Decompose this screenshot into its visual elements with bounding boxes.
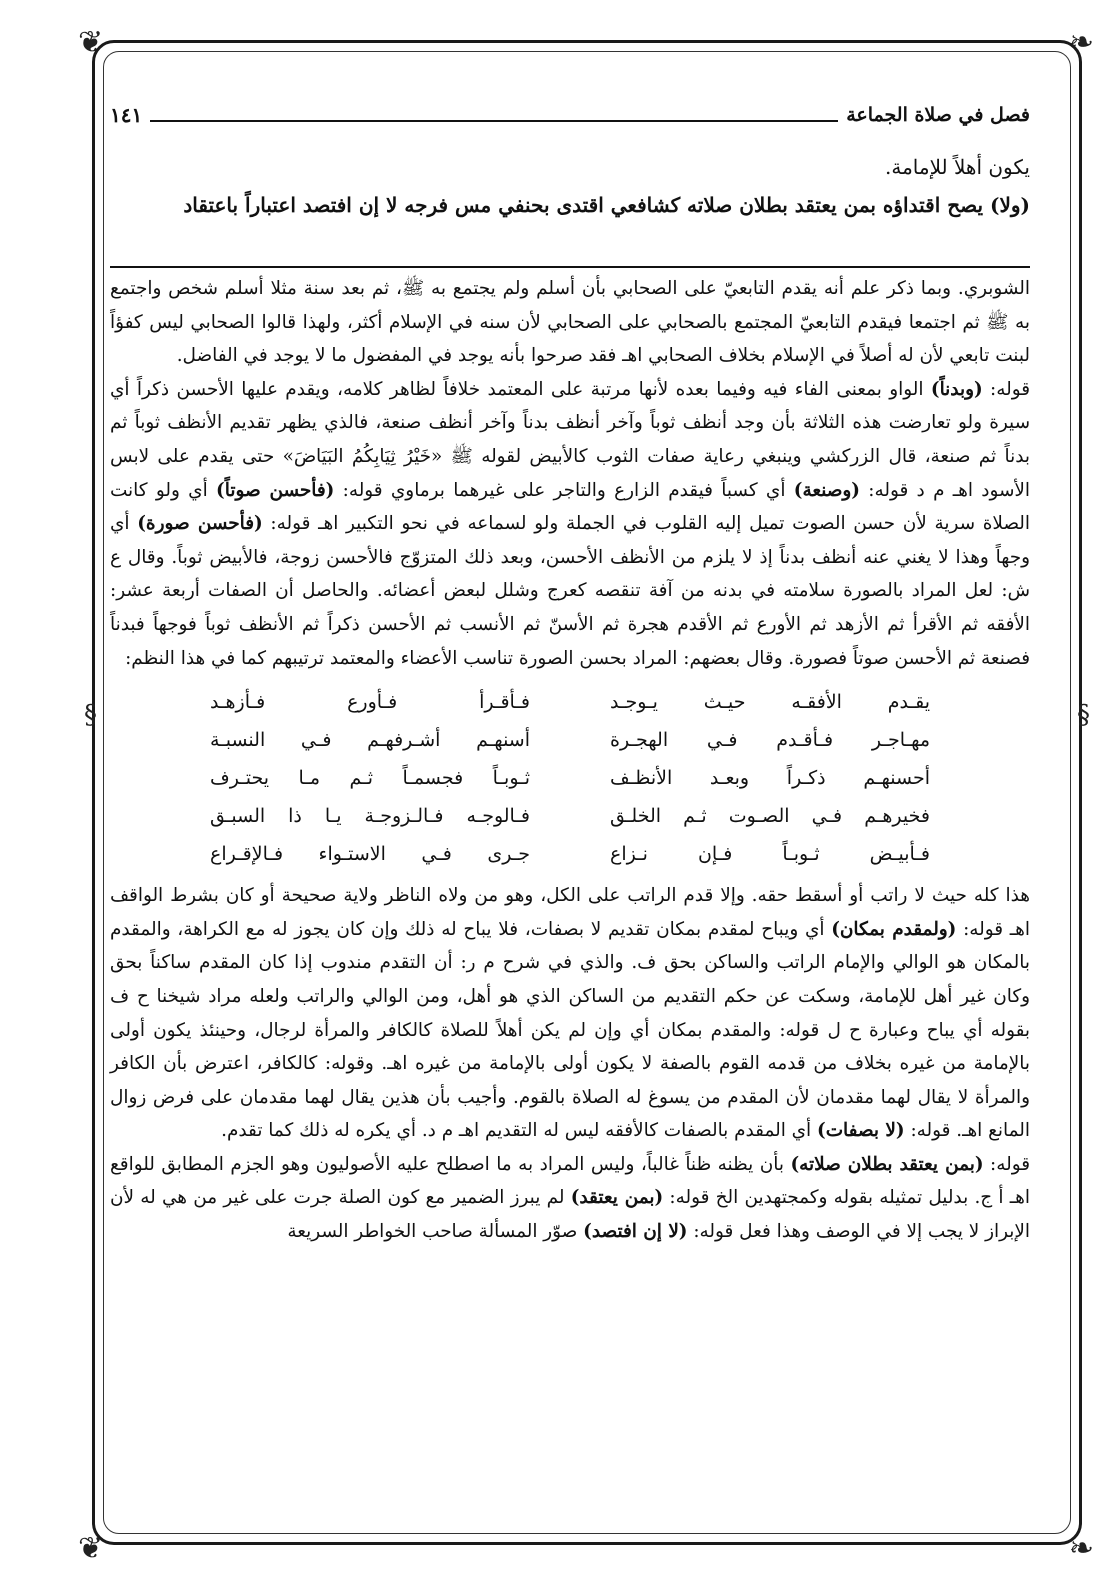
verse-first-hemistich: أحسنهـم ذكـراً وبعـد الأنظـف — [610, 767, 930, 790]
main-text-line: (ولا) يصح اقتداؤه بمن يعتقد بطلان صلاته كشافعي اقتدى بحنفي مس فرجه لا إن افتصد اعتباراً باعتقاد — [183, 193, 1030, 217]
commentary-text: أي المقدم بالصفات كالأفقه ليس له التقديم اهـ م د. أي يكره له ذلك كما تقدم. — [221, 1120, 818, 1142]
commentary-text: أي ولو كانت الصلاة سرية لأن حسن الصوت تميل إليه القلوب في الجملة ولو لسماعه في نحو التكبير اهـ قوله: — [110, 479, 1031, 535]
commentary-text: قوله: — [982, 378, 1030, 400]
poem — [210, 683, 930, 873]
running-title: فصل في صلاة الجماعة — [846, 104, 1030, 126]
quoted-term: (وصنعة) — [793, 479, 860, 501]
corner-ornament-icon: ❦ — [78, 25, 104, 60]
verse-second-hemistich: أسنهـم أشـرفهـم فـي النسبـة — [210, 729, 530, 752]
side-scroll-ornament-icon: § — [1077, 700, 1090, 730]
quoted-term: (فأحسن صوتاً) — [216, 479, 335, 501]
commentary-text: أي وجهاً وهذا لا يغني عنه أنظف بدناً إذ لا يلزم من الأنظف الأحسن، وبعد ذلك المتزوّج فالأحسن زوجة، فالأبيض ثوباً. وقال ع ش: لعل المراد بالصورة سلامته في بدنه من آفة تنقصه كعرج وشلل لبعض أعضائه. والحاصل أن الصفات أربعة عشر: الأفقه ثم الأقرأ ثم الأزهد ثم الأورع ثم الأقدم هجرة ثم الأسنّ ثم الأنسب ثم الأحسن ذكراً ثم الأنظف ثوباً فوجهاً فبدناً فصنعة ثم الأحسن صوتاً فصورة. وقال بعضهم: المراد بحسن الصورة تناسب الأعضاء والمعتمد ترتيبهم كما في هذا النظم: — [110, 513, 1030, 669]
commentary-text: أي كسباً فيقدم الزارع والتاجر على غيرهما برماوي قوله: — [334, 479, 794, 501]
main-text — [110, 148, 1030, 224]
commentary-text: الواو بمعنى الفاء فيه وفيما بعده لأنها مرتبة على المعتمد خلافاً لظاهر كلامه، ويقدم عليها الأحسن ذكراً أي سيرة ولو تعارضت هذه الثلاثة بأن وجد أنظف ثوباً وآخر أنظف بدناً وآخر أنظف صنعة، فالذي يظهر تقديم الأنظف ثوباً ثم بدناً ثم صنعة، قال الزركشي وينبغي رعاية صفات الثوب كالأبيض لقوله ﷺ «خَيْرُ ثِيَابِكُمُ البَيَاضَ» حتى يقدم على لابس الأسود اهـ م د قوله: — [110, 378, 1031, 501]
verse-second-hemistich: ثـوبـاً فجسمـاً ثـم مـا يحتـرف — [210, 767, 530, 790]
commentary-paragraph — [110, 373, 1030, 675]
commentary-paragraph — [110, 1148, 1030, 1249]
verse-second-hemistich: فـالوجـه فـالـزوجـة يـا ذا السبـق — [210, 805, 530, 828]
commentary-text: أي ويباح لمقدم بمكان تقديم لا بصفات، فلا يباح له ذلك وإن كان يجوز له مع الكراهة، والمقدم بالمكان هو الوالي والإمام الراتب والساكن بحق ف. والذي في شرح م ر: أن التقدم مندوب إذا كان المقدم ساكناً بحق وكان غير أهل للإمامة، وسكت عن حكم التقديم من الساكن الذي هو أهل، ومن الوالي والراتب ولعله مراد شيخنا ح ف بقوله أي يباح وعبارة ح ل قوله: والمقدم بمكان أي وإن لم يكن أهلاً للصلاة كالكافر والمرأة لرجال، وحينئذ يكون أولى بالإمامة من غيره بخلاف من قدمه القوم بالصفة لا يكون أولى بالإمامة من غيره اهـ. وقوله: كالكافر، اعترض بأن الكافر والمرأة لا يقال لهما مقدمان لأن المقدم من يسوغ له الصلاة بالقوم. وأجيب بأن هذين يقال لهما مقدمان على فرض زوال المانع اهـ. قوله: — [110, 918, 1030, 1142]
commentary — [110, 272, 1030, 1249]
commentary-paragraph — [110, 879, 1030, 1148]
page-header — [110, 100, 1030, 130]
verse-first-hemistich: مهـاجـر فـأقـدم فـي الهجـرة — [610, 729, 930, 752]
quoted-term: (بمن يعتقد) — [570, 1187, 664, 1209]
page-number: ١٤١ — [110, 103, 143, 127]
corner-ornament-icon: ❦ — [78, 1531, 104, 1566]
verse-second-hemistich: جـرى فـي الاستـواء فـالإقـراع — [210, 843, 530, 866]
quoted-term: (بمن يعتقد بطلان صلاته) — [790, 1153, 984, 1175]
quoted-term: (لا إن افتصد) — [583, 1221, 688, 1243]
side-scroll-ornament-icon: § — [84, 700, 97, 730]
verse-second-hemistich: فـأقـرأ فـأورع فـأزهـد — [210, 691, 530, 714]
section-divider — [110, 266, 1030, 268]
corner-ornament-icon: ❧ — [1068, 1531, 1094, 1566]
verse-first-hemistich: يقـدم الأفقـه حيـث يـوجـد — [610, 691, 930, 714]
quoted-term: (فأحسن صورة) — [137, 513, 263, 535]
commentary-text: لم يبرز الضمير مع كون الصلة جرت على غير من هي له لأن الإبراز لا يجب إلا في الوصف وهذا فعل قوله: — [110, 1187, 1030, 1243]
header-rule — [150, 120, 838, 122]
quoted-term: (لا بصفات) — [817, 1120, 905, 1142]
main-text-line: يكون أهلاً للإمامة. — [884, 155, 1030, 179]
verse-first-hemistich: فـأبيـض ثـوبـاً فـإن نـزاع — [610, 843, 930, 866]
verse-first-hemistich: فخيرهـم فـي الصـوت ثـم الخلـق — [610, 805, 930, 828]
commentary-text: بأن يظنه ظناً غالباً، وليس المراد به ما اصطلح عليه الأصوليون وهو الجزم المطابق للواقع اهـ أ ج. بدليل تمثيله بقوله وكمجتهدين الخ قوله: — [110, 1153, 1030, 1209]
commentary-paragraph: الشوبري. وبما ذكر علم أنه يقدم التابعيّ على الصحابي بأن أسلم ولم يجتمع به ﷺ، ثم بعد سنة مثلا أسلم شخص واجتمع به ﷺ ثم اجتمعا فيقدم التابعيّ المجتمع بالصحابي على الصحابي لأن سنه في الإسلام أكثر، ولهذا قالوا الصحابي ليس كفؤاً لبنت تابعي لأن له أصلاً في الإسلام بخلاف الصحابي اهـ فقد صرحوا بأنه يوجد في المفضول ما لا يوجد في الفاضل. — [110, 278, 1030, 367]
commentary-text: قوله: — [983, 1153, 1030, 1175]
quoted-term: (ولمقدم بمكان) — [831, 918, 957, 940]
commentary-text: هذا كله حيث لا راتب أو أسقط حقه. وإلا قدم الراتب على الكل، وهو من ولاه الناظر ولاية صحيحة أو كان بشرط الواقف اهـ قوله: — [110, 885, 1030, 940]
corner-ornament-icon: ❧ — [1068, 25, 1094, 60]
commentary-text: صوّر المسألة صاحب الخواطر السريعة — [287, 1221, 584, 1243]
quoted-term: (وبدناً) — [930, 378, 983, 400]
